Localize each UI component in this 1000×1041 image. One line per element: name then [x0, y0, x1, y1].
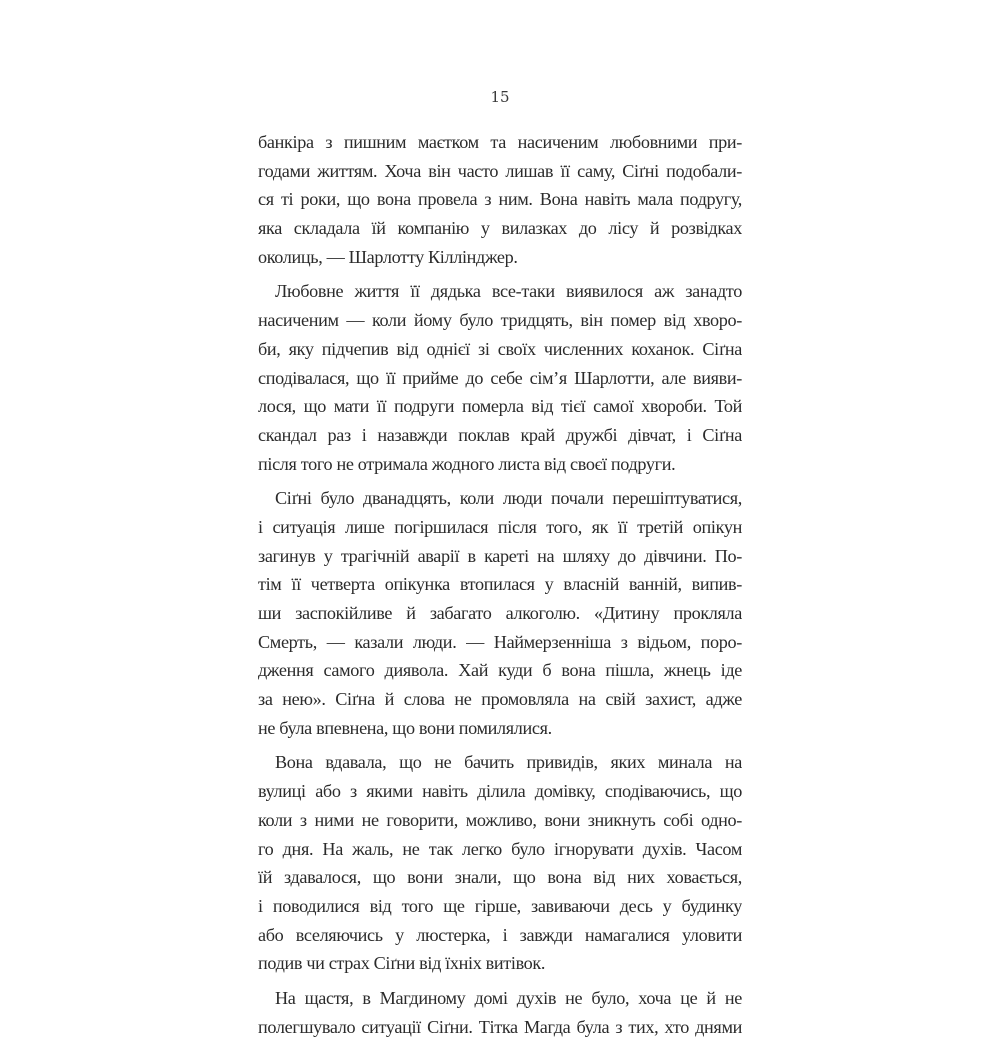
- text-line: ся ті роки, що вона провела з ним. Вона навіть мала подругу,: [258, 189, 742, 210]
- text-line: На щастя, в Магдиному домі духів не було, хоча це й не: [275, 987, 742, 1008]
- text-line: лося, що мати її подруги померла від тієї самої хвороби. Той: [258, 396, 742, 417]
- text-line: сподівалася, що її прийме до себе сім’я Шарлотти, але вияви-: [258, 367, 742, 388]
- text-line: годами життям. Хоча він часто лишав її саму, Сіґні подобали-: [258, 160, 742, 181]
- text-line: вулиці або з якими навіть ділила домівку, сподіваючись, що: [258, 781, 742, 802]
- text-line: після того не отримала жодного листа від своєї подруги.: [258, 453, 676, 474]
- body-text: [258, 128, 742, 1041]
- text-line: Смерть, — казали люди. — Наймерзенніша з відьом, поро-: [258, 631, 742, 652]
- text-line: Любовне життя її дядька все-таки виявилося аж занадто: [275, 281, 742, 302]
- text-line: загинув у трагічній аварії в кареті на шляху до дівчини. По-: [258, 545, 742, 566]
- text-line: коли з ними не говорити, можливо, вони зникнуть собі одно-: [258, 809, 742, 830]
- text-line: не була впевнена, що вони помилялися.: [258, 717, 552, 738]
- text-line: околиць, — Шарлотту Кіллінджер.: [258, 246, 518, 267]
- text-line: подив чи страх Сіґни від їхніх витівок.: [258, 953, 546, 974]
- page-number: 15: [490, 88, 510, 106]
- text-line: Вона вдавала, що не бачить привидів, яких минала на: [275, 752, 742, 773]
- paragraph: [258, 484, 742, 742]
- text-line: ши заспокійливе й забагато алкоголю. «Дитину прокляла: [258, 603, 742, 623]
- text-line: Сіґні було дванадцять, коли люди почали перешіптуватися,: [275, 488, 742, 509]
- text-line: скандал раз і назавжди поклав край дружбі дівчат, і Сіґна: [258, 424, 742, 445]
- text-line: насиченим — коли йому було тридцять, він помер від хворо-: [258, 310, 742, 331]
- text-line: або вселяючись у люстерка, і завжди намагалися уловити: [258, 924, 742, 945]
- text-line: полегшувало ситуації Сіґни. Тітка Магда була з тих, хто днями: [258, 1016, 742, 1037]
- paragraph: [258, 277, 742, 478]
- text-line: би, яку підчепив від однієї зі своїх численних коханок. Сіґна: [258, 338, 742, 359]
- text-line: і ситуація лише погіршилася після того, як її третій опікун: [258, 516, 742, 537]
- text-line: і поводилися від того ще гірше, завиваючи десь у будинку: [258, 895, 742, 916]
- text-line: за нею». Сіґна й слова не промовляла на свій захист, адже: [258, 689, 742, 710]
- text-line: банкіра з пишним маєтком та насиченим любовними при-: [258, 132, 742, 152]
- paragraph: [258, 748, 742, 978]
- paragraph: [258, 128, 742, 271]
- text-line: їй здавалося, що вони знали, що вона від них ховається,: [258, 867, 742, 888]
- text-line: яка складала їй компанію у вилазках до лісу й розвідках: [258, 218, 742, 239]
- text-line: го дня. На жаль, не так легко було ігнорувати духів. Часом: [258, 838, 742, 859]
- paragraph: [258, 984, 742, 1041]
- text-line: дження самого диявола. Хай куди б вона пішла, жнець іде: [258, 660, 742, 681]
- text-line: тім її четверта опікунка втопилася у власній ванній, випив-: [258, 574, 742, 595]
